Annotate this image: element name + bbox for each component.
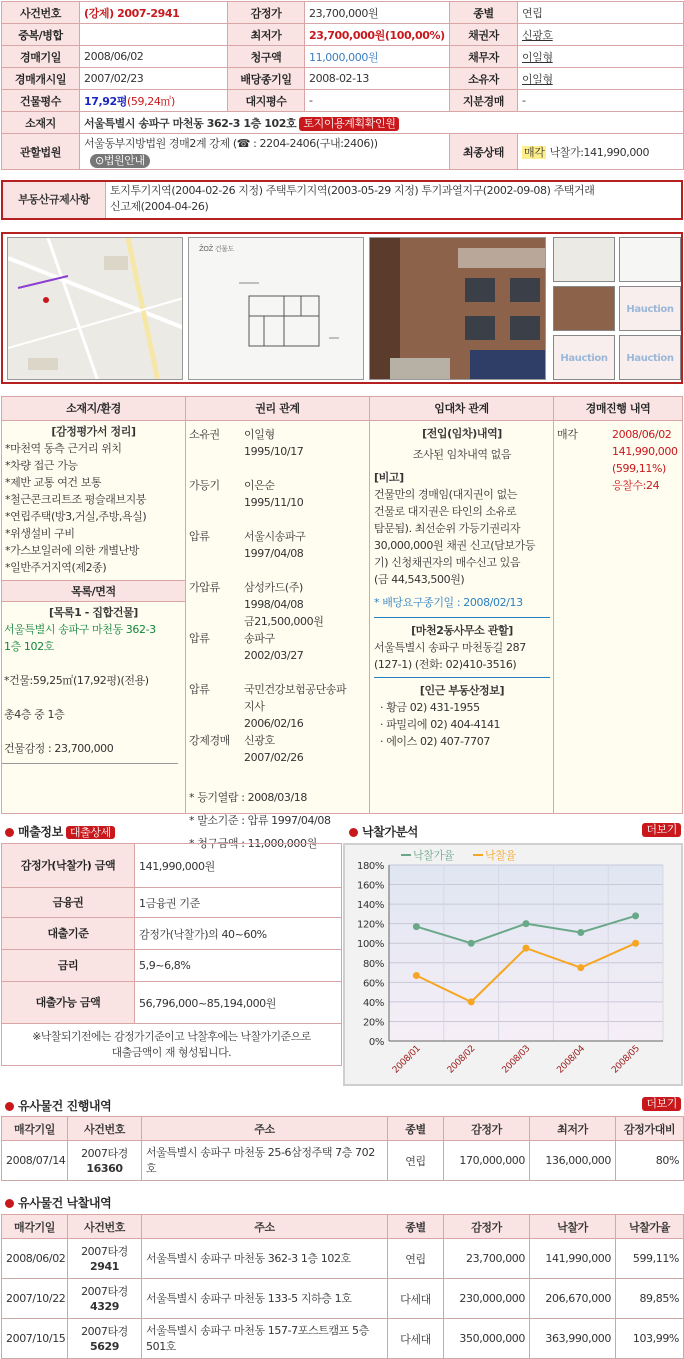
- agent-item: · 에이스 02) 407-7707: [380, 735, 490, 748]
- share-value: -: [518, 90, 684, 112]
- row-type: 다세대: [388, 1319, 444, 1359]
- progress-line: 응찰수:24: [612, 479, 660, 492]
- progress-column: [554, 421, 682, 813]
- case-number-label: 사건번호: [2, 2, 80, 24]
- data-point[interactable]: [413, 923, 420, 930]
- note-line: (금 44,543,500원): [374, 573, 465, 586]
- appraisal-label: 감정가: [228, 2, 305, 24]
- rights-line: 1997/04/08: [244, 547, 304, 560]
- floor-plan-graphic: [189, 238, 364, 380]
- row-case: 2007타경 2941: [68, 1239, 142, 1279]
- floor-plan-title: ŽOŽ 건물도: [199, 245, 234, 253]
- rights-column: [186, 421, 370, 850]
- note-line: 30,000,000원 채권 신고(담보가등: [374, 539, 536, 552]
- similar-sold-header: [5, 1194, 683, 1210]
- rights-line: 삼성카드(주): [244, 581, 303, 594]
- rights-entry: [189, 477, 366, 528]
- rights-type: 압류: [189, 530, 210, 543]
- row-ratio: 103,99%: [616, 1319, 684, 1359]
- debtor-link[interactable]: 이일형: [522, 50, 553, 64]
- rights-note: * 청구금액 : 11,000,000원: [189, 837, 317, 850]
- case-number-value: (강제) 2007-2941: [80, 2, 228, 24]
- rights-type: 압류: [189, 683, 210, 696]
- owner-label: 소유자: [450, 68, 518, 90]
- rights-note: * 등기열람 : 2008/03/18: [189, 791, 307, 804]
- loan-value: 141,990,000원: [135, 844, 342, 888]
- area-value: 17,92평: [84, 94, 128, 108]
- loan-title: 매출정보: [18, 825, 63, 839]
- floor-plan-image[interactable]: [188, 237, 364, 380]
- agent-item: · 파밀리에 02) 404-4141: [380, 718, 501, 731]
- rights-entry: [189, 528, 366, 579]
- row-appraisal: 230,000,000: [444, 1279, 530, 1319]
- photo-strip: [1, 232, 683, 384]
- loan-value: 56,796,000~85,194,000원: [135, 982, 342, 1024]
- table-row[interactable]: [2, 1141, 684, 1181]
- land-label: 대지평수: [228, 90, 305, 112]
- y-tick-label: 100%: [357, 939, 384, 951]
- similar-progress-col-header[interactable]: 감정가: [444, 1117, 530, 1141]
- similar-sold-col-header[interactable]: 매각기일: [2, 1215, 68, 1239]
- bid-rate-chart: [345, 845, 681, 1084]
- list-address-2: 1층 102호: [4, 640, 54, 653]
- similar-sold-col-header[interactable]: 낙찰가: [530, 1215, 616, 1239]
- similar-sold-col-header[interactable]: 주소: [142, 1215, 388, 1239]
- loan-value: 5,9~6,8%: [135, 950, 342, 982]
- progress-line: 141,990,000: [612, 445, 678, 458]
- lease-none: 조사된 임차내역 없음: [412, 448, 512, 461]
- chart-more-button[interactable]: 더보기: [642, 823, 681, 837]
- data-point[interactable]: [468, 998, 475, 1005]
- list-floor: 총4층 중 1층: [4, 708, 65, 721]
- progress-line: 2008/06/02: [612, 428, 672, 441]
- loan-note: ※낙찰되기전에는 감정가기준이고 낙찰후에는 낙찰가기준으로 대출금액이 재 형성됩니다.: [2, 1024, 342, 1066]
- similar-progress-col-header[interactable]: 사건번호: [68, 1117, 142, 1141]
- note-line: 탐문됨). 최선순위 가등기권리자: [374, 522, 521, 535]
- similar-progress-col-header[interactable]: 매각기일: [2, 1117, 68, 1141]
- y-tick-label: 80%: [362, 958, 384, 970]
- final-status-label: 최종상태: [450, 134, 518, 170]
- creditor-label: 채권자: [450, 24, 518, 46]
- loan-value: 1금융권 기준: [135, 888, 342, 918]
- similar-progress-col-header[interactable]: 최저가: [530, 1117, 616, 1141]
- regulation-box: [1, 180, 683, 220]
- map-graphic: [8, 238, 183, 380]
- rights-type: 압류: [189, 632, 210, 645]
- note-line: 건물로 대지권은 타인의 소유로: [374, 505, 517, 518]
- row-ratio: 599,11%: [616, 1239, 684, 1279]
- env-list: [2, 440, 185, 576]
- row-case: 2007타경 16360: [68, 1141, 142, 1181]
- lease-header: 임대차 관계: [370, 397, 554, 421]
- row-address[interactable]: 서울특별시 송파구 마천동 25-6삼정주택 7층 702호: [142, 1141, 388, 1181]
- row-case: 2007타경 5629: [68, 1319, 142, 1359]
- env-item: *가스보일러에 의한 개별난방: [5, 544, 140, 557]
- similar-sold-table: [1, 1214, 684, 1359]
- row-address[interactable]: 서울특별시 송파구 마천동 362-3 1층 102호: [142, 1239, 388, 1279]
- rights-entry: [189, 630, 366, 681]
- loan-row: [2, 950, 342, 982]
- env-header: 소재지/환경: [2, 397, 186, 421]
- thumb-placeholder-2[interactable]: Hauction: [553, 335, 615, 380]
- similar-progress-col-header[interactable]: 주소: [142, 1117, 388, 1141]
- loan-row: [2, 844, 342, 888]
- row-date: 2007/10/15: [2, 1319, 68, 1359]
- regulation-label: 부동산규제사항: [3, 182, 106, 218]
- dividend-deadline-value: 2008-02-13: [305, 68, 450, 90]
- similar-progress-table: [1, 1116, 684, 1181]
- row-date: 2007/10/22: [2, 1279, 68, 1319]
- lease-column: [370, 421, 554, 813]
- min-price-value: 23,700,000원(100,00%): [305, 24, 450, 46]
- chart-header: [349, 823, 683, 839]
- rights-line: 국민건강보험공단송파: [244, 683, 347, 696]
- legend-label: 낙찰율: [485, 849, 516, 862]
- rights-entry: [189, 426, 366, 477]
- similar-sold-col-header[interactable]: 사건번호: [68, 1215, 142, 1239]
- rights-line: 2006/02/16: [244, 717, 304, 730]
- row-address[interactable]: 서울특별시 송파구 마천동 133-5 지하층 1호: [142, 1279, 388, 1319]
- plot-area: [389, 865, 663, 1041]
- agent-item: · 황금 02) 431-1955: [380, 701, 480, 714]
- court-guide-icon: ⊙: [95, 153, 104, 167]
- type-label: 종별: [450, 2, 518, 24]
- row-ratio: 89,85%: [616, 1279, 684, 1319]
- rights-type: 강제경매: [189, 734, 230, 747]
- regulation-line-2: 신고제(2004-04-26): [110, 200, 209, 213]
- env-item: *차량 접근 가능: [5, 459, 78, 472]
- court-guide-button[interactable]: ⊙법원안내: [90, 154, 150, 168]
- address-label: 소재지: [2, 112, 80, 134]
- rights-line: 이일형: [244, 428, 275, 441]
- thumb-map[interactable]: [553, 237, 615, 282]
- rights-detail: [244, 579, 366, 630]
- similar-sold-col-header[interactable]: 종별: [388, 1215, 444, 1239]
- data-point[interactable]: [632, 912, 639, 919]
- x-tick-label: 2008/03: [500, 1044, 533, 1076]
- thumb-floor[interactable]: [619, 237, 681, 282]
- rights-line: 서울시송파구: [244, 530, 306, 543]
- appraisal-value: 23,700,000원: [305, 2, 450, 24]
- y-tick-label: 20%: [362, 1017, 384, 1029]
- similar-sold-col-header[interactable]: 낙찰가율: [616, 1215, 684, 1239]
- case-info-table: [1, 1, 684, 170]
- address-value: 서울특별시 송파구 마천동 362-3 1층 102호: [84, 116, 297, 130]
- office-info: [374, 639, 550, 678]
- data-point[interactable]: [468, 940, 475, 947]
- row-min-price: 136,000,000: [530, 1141, 616, 1181]
- similar-sold-bullet-icon: [5, 1199, 14, 1208]
- regulation-line-1: 토지투기지역(2004-02-26 지정) 주택투기지역(2003-05-29 지정) 투기과열지구(2002-09-08) 주택거래: [110, 184, 595, 197]
- loan-row: [2, 888, 342, 918]
- rights-entry: [189, 681, 366, 732]
- y-tick-label: 140%: [357, 900, 384, 912]
- env-column: [2, 421, 186, 813]
- rights-line: 1995/11/10: [244, 496, 304, 509]
- auction-date-label: 경매기일: [2, 46, 80, 68]
- building-photo[interactable]: [369, 237, 546, 380]
- y-tick-label: 160%: [357, 880, 384, 892]
- thumb-placeholder-3[interactable]: Hauction: [619, 335, 681, 380]
- y-tick-label: 0%: [368, 1037, 384, 1048]
- agent-list: [374, 699, 550, 750]
- land-value: -: [305, 90, 450, 112]
- data-point[interactable]: [577, 929, 584, 936]
- merge-label: 중복/병합: [2, 24, 80, 46]
- area-label: 건물평수: [2, 90, 80, 112]
- loan-table: [1, 843, 342, 1066]
- thumb-building[interactable]: [553, 286, 615, 331]
- type-value: 연립: [518, 2, 684, 24]
- chart-title: 낙찰가분석: [362, 825, 418, 839]
- rights-line: 1998/04/08: [244, 598, 304, 611]
- rights-type: 가압류: [189, 581, 220, 594]
- chart-frame: [343, 843, 683, 1086]
- row-sold-price: 363,990,000: [530, 1319, 616, 1359]
- similar-progress-title: 유사물건 진행내역: [18, 1099, 112, 1113]
- data-point[interactable]: [413, 972, 420, 979]
- similar-progress-header: [5, 1097, 683, 1113]
- x-tick-label: 2008/05: [610, 1044, 642, 1076]
- row-sold-price: 141,990,000: [530, 1239, 616, 1279]
- progress-values: [612, 426, 682, 494]
- loan-detail-button[interactable]: 대출상세: [66, 826, 115, 839]
- list-header: 목록/면적: [2, 580, 185, 602]
- env-item: *연립주택(방3,거실,주방,욕실): [5, 510, 147, 523]
- claim-value: 11,000,000원: [305, 46, 450, 68]
- loan-bullet-icon: [5, 828, 14, 837]
- loan-key: 금융권: [2, 888, 135, 918]
- list-address-1: 서울특별시 송파구 마천동 362-3: [4, 623, 156, 636]
- rights-line: 신광호: [244, 734, 275, 747]
- x-tick-label: 2008/01: [390, 1044, 423, 1076]
- building-graphic: [370, 238, 546, 380]
- loan-key: 대출가능 금액: [2, 982, 135, 1024]
- progress-type: 매각: [557, 428, 578, 441]
- area-m2: (59,24㎡): [127, 94, 175, 108]
- row-case: 2007타경 4329: [68, 1279, 142, 1319]
- y-tick-label: 40%: [362, 997, 384, 1009]
- claim-label: 청구액: [228, 46, 305, 68]
- table-row[interactable]: [2, 1319, 684, 1359]
- loan-value: 감정가(낙찰가)의 40~60%: [135, 918, 342, 950]
- chart-bullet-icon: [349, 828, 358, 837]
- env-item: *일반주거지역(제2종): [5, 561, 107, 574]
- row-address[interactable]: 서울특별시 송파구 마천동 157-7포스트캠프 5층 501호: [142, 1319, 388, 1359]
- list-building: *건물:59,25㎡(17,92평)(전용): [4, 674, 149, 687]
- similar-sold-title: 유사물건 낙찰내역: [18, 1196, 112, 1210]
- table-row[interactable]: [2, 1239, 684, 1279]
- loan-key: 금리: [2, 950, 135, 982]
- similar-progress-col-header[interactable]: 종별: [388, 1117, 444, 1141]
- loan-key: 감정가(낙찰가) 금액: [2, 844, 135, 888]
- env-item: *제반 교통 여건 보통: [5, 476, 102, 489]
- final-status-value: 낙찰가:141,990,000: [549, 145, 650, 159]
- rights-detail: [244, 477, 366, 511]
- share-label: 지분경매: [450, 90, 518, 112]
- office-line: 서울특별시 송파구 마천동길 287: [374, 641, 526, 654]
- y-tick-label: 60%: [362, 978, 384, 990]
- env-title: [감정평가서 정리]: [51, 425, 136, 438]
- lease-title: [전입(임차)내역]: [422, 427, 502, 440]
- rights-type: 소유권: [189, 428, 220, 441]
- office-title: [마천2동사무소 관할]: [411, 624, 513, 637]
- x-tick-label: 2008/04: [555, 1044, 587, 1076]
- rights-entry: [189, 579, 366, 630]
- loan-key: 대출기준: [2, 918, 135, 950]
- note-line: 건물만의 경매임(대지권이 없는: [374, 488, 518, 501]
- row-appraisal: 23,700,000: [444, 1239, 530, 1279]
- debtor-label: 채무자: [450, 46, 518, 68]
- row-appraisal: 350,000,000: [444, 1319, 530, 1359]
- loan-section: [5, 823, 340, 839]
- court-label: 관할법원: [2, 134, 80, 170]
- rights-line: 이은순: [244, 479, 275, 492]
- court-value: 서울동부지방법원 경매2계 강제 (☎ : 2204-2406(구내:2406)): [84, 136, 378, 150]
- rights-header: 권리 관계: [186, 397, 370, 421]
- note-line: 기) 신청채권자의 매수신고 있음: [374, 556, 521, 569]
- rights-entry: [189, 732, 366, 783]
- list-appraisal: 건물감정 : 23,700,000: [2, 740, 178, 764]
- row-appraisal: 170,000,000: [444, 1141, 530, 1181]
- y-tick-label: 120%: [357, 919, 384, 931]
- similar-progress-bullet-icon: [5, 1102, 14, 1111]
- rights-line: 송파구: [244, 632, 275, 645]
- similar-progress-more-button[interactable]: 더보기: [642, 1097, 681, 1111]
- data-point[interactable]: [577, 964, 584, 971]
- table-row[interactable]: [2, 1279, 684, 1319]
- row-type: 다세대: [388, 1279, 444, 1319]
- similar-sold-col-header[interactable]: 감정가: [444, 1215, 530, 1239]
- row-date: 2008/07/14: [2, 1141, 68, 1181]
- y-tick-label: 180%: [357, 861, 384, 872]
- merge-value: [80, 24, 228, 46]
- creditor-link[interactable]: 신광호: [522, 28, 553, 42]
- rights-line: 지사: [244, 700, 265, 713]
- location-map[interactable]: [7, 237, 183, 380]
- row-type: 연립: [388, 1141, 444, 1181]
- progress-line: (599,11%): [612, 462, 666, 475]
- rights-detail: [244, 732, 366, 766]
- rights-note: * 말소기준 : 압류 1997/04/08: [189, 814, 331, 827]
- thumb-placeholder-1[interactable]: Hauction: [619, 286, 681, 331]
- progress-header: 경매진행 내역: [554, 397, 682, 421]
- row-sold-price: 206,670,000: [530, 1279, 616, 1319]
- loan-row: [2, 982, 342, 1024]
- x-tick-label: 2008/02: [445, 1044, 478, 1076]
- owner-link[interactable]: 이일형: [522, 72, 553, 86]
- data-point[interactable]: [632, 940, 639, 947]
- rights-detail: [244, 426, 366, 460]
- data-point[interactable]: [523, 920, 530, 927]
- dividend-deadline-label: 배당종기일: [228, 68, 305, 90]
- rights-detail: [244, 630, 366, 664]
- note-title: [비고]: [374, 471, 404, 484]
- similar-progress-col-header[interactable]: 감정가대비: [616, 1117, 684, 1141]
- start-date-value: 2007/02/23: [80, 68, 228, 90]
- rights-detail: [244, 681, 366, 732]
- rights-line: 2007/02/26: [244, 751, 304, 764]
- note-text: [374, 486, 550, 588]
- list-title: [목록1 - 집합건물]: [49, 606, 138, 619]
- auction-date-value: 2008/06/02: [80, 46, 228, 68]
- rights-detail: [244, 528, 366, 562]
- row-date: 2008/06/02: [2, 1239, 68, 1279]
- min-price-label: 최저가: [228, 24, 305, 46]
- dividend-deadline-note: * 배당요구종기일 : 2008/02/13: [374, 594, 550, 618]
- rights-line: 2002/03/27: [244, 649, 304, 662]
- final-status-badge: 매각: [524, 145, 545, 159]
- row-ratio: 80%: [616, 1141, 684, 1181]
- env-item: *철근콘크리트조 평슬래브지붕: [5, 493, 147, 506]
- agent-title: [인근 부동산정보]: [419, 684, 505, 697]
- rights-line: 금21,500,000원: [244, 615, 324, 628]
- loan-row: [2, 918, 342, 950]
- row-type: 연립: [388, 1239, 444, 1279]
- start-date-label: 경매개시일: [2, 68, 80, 90]
- rights-type: 가등기: [189, 479, 220, 492]
- data-point[interactable]: [523, 945, 530, 952]
- office-line: (127-1) (전화: 02)410-3516): [374, 658, 517, 671]
- land-use-plan-button[interactable]: 토지이용계획확인원: [299, 117, 399, 131]
- env-item: *마천역 동측 근거리 위치: [5, 442, 122, 455]
- env-item: *위생설비 구비: [5, 527, 75, 540]
- legend-label: 낙찰가율: [413, 849, 454, 862]
- rights-line: 1995/10/17: [244, 445, 304, 458]
